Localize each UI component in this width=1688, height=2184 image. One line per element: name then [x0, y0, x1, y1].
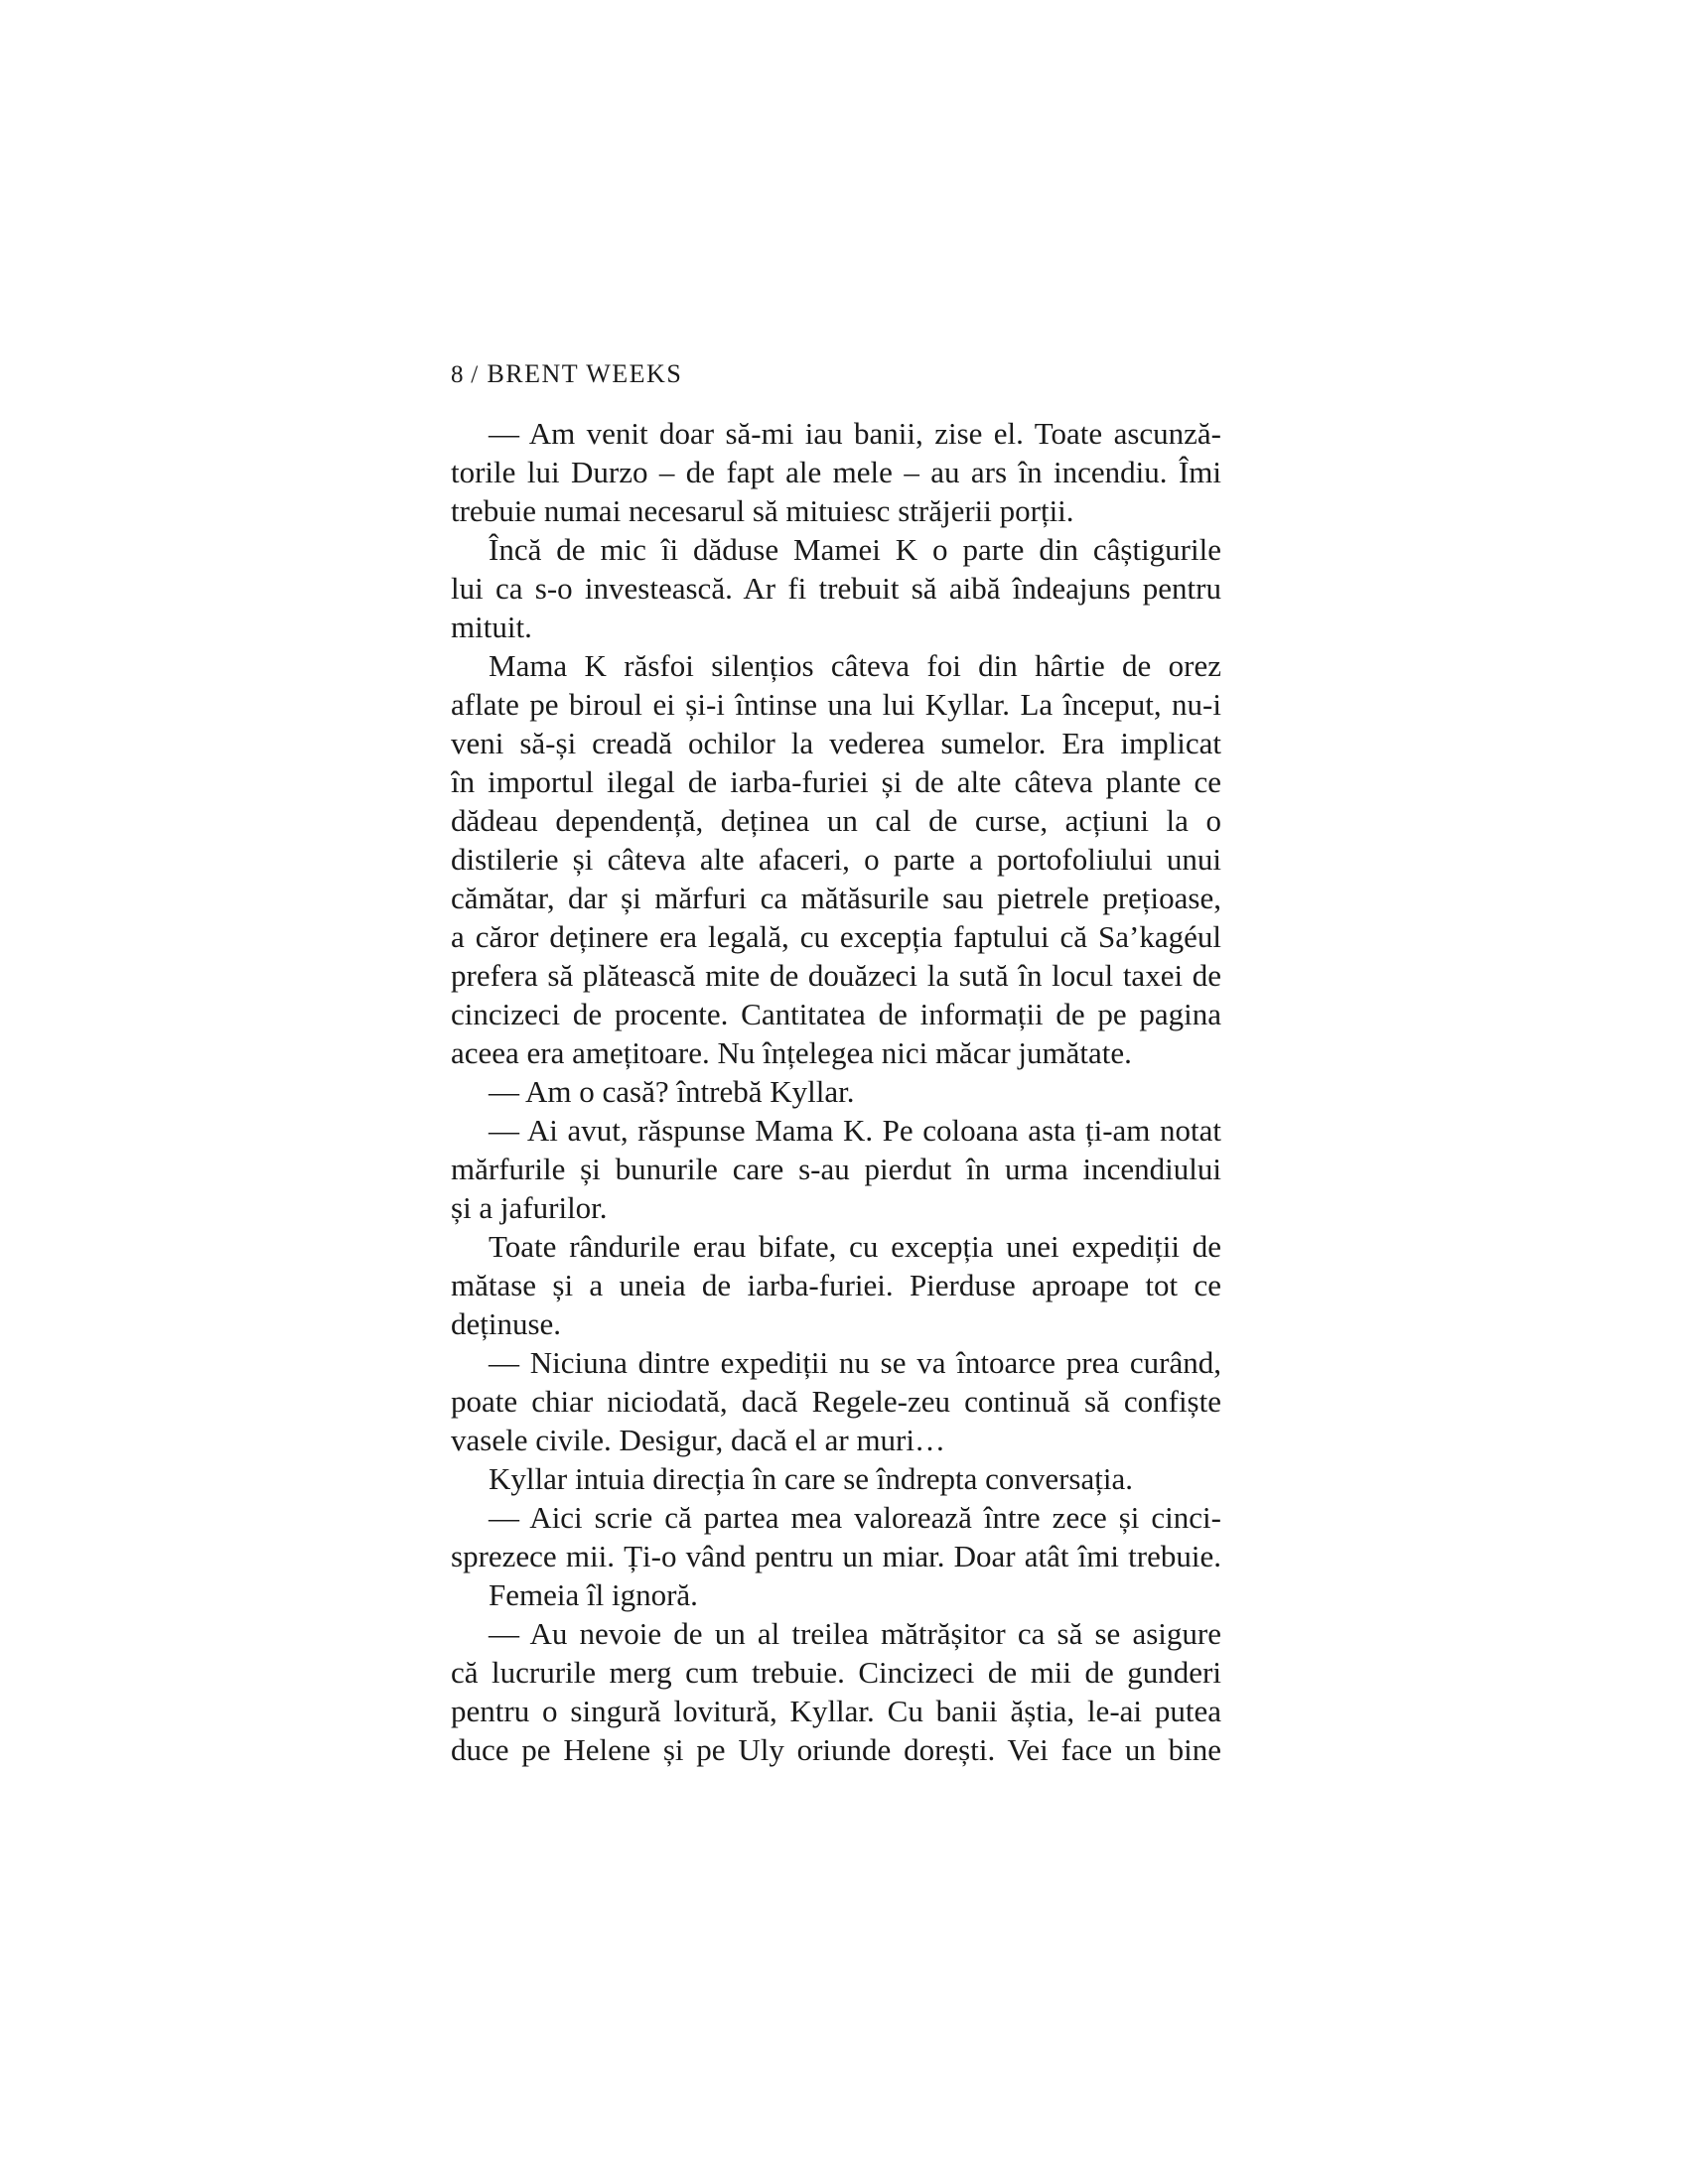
text-line: mituit.: [451, 610, 532, 644]
body-text: [451, 414, 1221, 1769]
text-line: torile lui Durzo – de fapt ale mele – au ars în incendiu. Îmi: [451, 455, 1221, 489]
page-number: 8: [451, 361, 464, 388]
text-line: cămătar, dar și mărfuri ca mătăsurile sau pietrele prețioase,: [451, 881, 1221, 915]
text-line: — Am venit doar să-mi iau banii, zise el. Toate ascunză-: [489, 416, 1221, 451]
text-line: — Ai avut, răspunse Mama K. Pe coloana asta ți-am notat: [489, 1113, 1221, 1148]
text-line: cincizeci de procente. Cantitatea de informații de pe pagina: [451, 997, 1221, 1031]
text-line: vasele civile. Desigur, dacă el ar muri…: [451, 1423, 945, 1457]
text-line: aflate pe biroul ei și-i întinse una lui Kyllar. La început, nu-i: [451, 687, 1221, 722]
text-line: dădeau dependență, deținea un cal de curse, acțiuni la o: [451, 803, 1221, 838]
text-line: — Am o casă? întrebă Kyllar.: [489, 1074, 855, 1109]
text-line: duce pe Helene și pe Uly oriunde dorești. Vei face un bine: [451, 1732, 1221, 1767]
text-line: Femeia îl ignoră.: [489, 1577, 698, 1612]
text-line: prefera să plătească mite de douăzeci la sută în locul taxei de: [451, 958, 1221, 993]
text-line: a căror deținere era legală, cu excepția faptului că Sa’kagéul: [451, 919, 1221, 954]
author-name: BRENT WEEKS: [487, 359, 683, 388]
text-line: mărfurile și bunurile care s-au pierdut în urma incendiului: [451, 1152, 1221, 1186]
text-line: poate chiar niciodată, dacă Regele-zeu continuă să confiște: [451, 1384, 1221, 1419]
text-line: că lucrurile merg cum trebuie. Cincizeci de mii de gunderi: [451, 1655, 1221, 1690]
text-line: în importul ilegal de iarba-furiei și de alte câteva plante ce: [451, 764, 1221, 799]
text-line: mătase și a uneia de iarba-furiei. Pierduse aproape tot ce: [451, 1268, 1221, 1302]
text-line: veni să-și creadă ochilor la vederea sumelor. Era implicat: [451, 726, 1221, 760]
text-line: aceea era amețitoare. Nu înțelegea nici măcar jumătate.: [451, 1035, 1132, 1070]
book-page: [451, 359, 1221, 1769]
text-line: — Au nevoie de un al treilea mătrășitor ca să se asigure: [489, 1616, 1221, 1651]
text-line: trebuie numai necesarul să mituiesc străjerii porții.: [451, 493, 1074, 528]
text-line: — Aici scrie că partea mea valorează între zece și cinci-: [489, 1500, 1221, 1535]
text-line: lui ca s-o investească. Ar fi trebuit să aibă îndeajuns pentru: [451, 571, 1221, 606]
text-line: deținuse.: [451, 1306, 562, 1341]
text-line: Kyllar intuia direcția în care se îndrepta conversația.: [489, 1461, 1133, 1496]
header-separator: /: [463, 361, 488, 388]
text-line: sprezece mii. Ți-o vând pentru un miar. Doar atât îmi trebuie.: [451, 1539, 1221, 1573]
text-line: și a jafurilor.: [451, 1190, 608, 1225]
text-line: Toate rândurile erau bifate, cu excepția unei expediții de: [489, 1229, 1221, 1264]
running-head: [451, 359, 1221, 390]
text-line: distilerie și câteva alte afaceri, o parte a portofoliului unui: [451, 842, 1221, 877]
text-line: Mama K răsfoi silențios câteva foi din hârtie de orez: [489, 648, 1221, 683]
text-line: pentru o singură lovitură, Kyllar. Cu banii ăștia, le-ai putea: [451, 1694, 1221, 1728]
text-line: — Niciuna dintre expediții nu se va întoarce prea curând,: [489, 1345, 1221, 1380]
text-line: Încă de mic îi dăduse Mamei K o parte din câștigurile: [489, 532, 1221, 567]
